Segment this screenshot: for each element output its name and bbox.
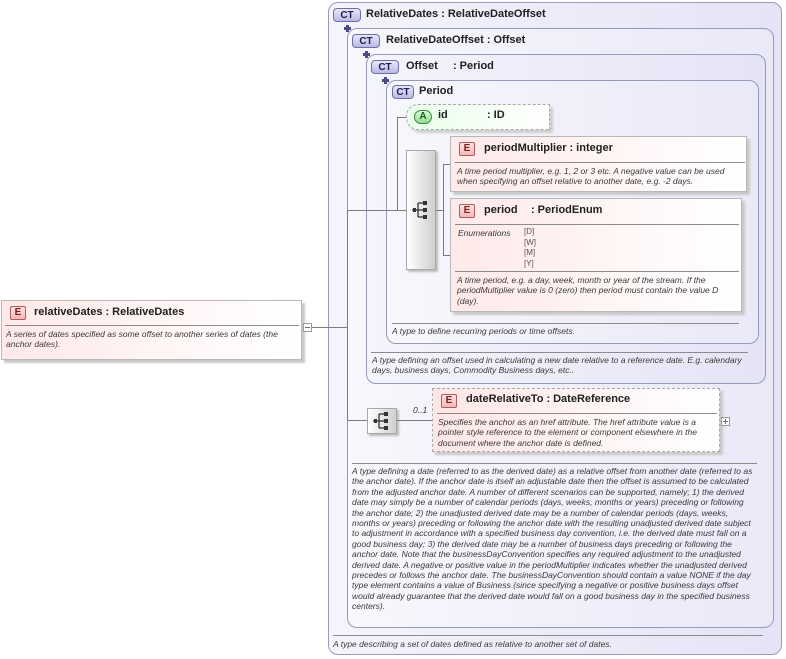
- attr-id-type: ID: [493, 109, 505, 121]
- sequence-icon: [372, 412, 392, 430]
- connector-line: [397, 117, 398, 210]
- ct-relative-date-offset-doc-divider: [352, 463, 757, 464]
- ct-period-doc-divider: [392, 323, 739, 324]
- expand-date-relative-to-icon[interactable]: [721, 417, 730, 426]
- connector-line: [443, 164, 444, 255]
- type-separator: :: [546, 393, 551, 405]
- ct-relative-date-offset-badge: CT: [352, 34, 380, 48]
- type-separator: :: [569, 142, 574, 154]
- el-date-relative-to-name: dateRelativeTo: [466, 393, 544, 405]
- collapse-relative-dates-icon[interactable]: [303, 323, 312, 332]
- el-date-relative-to-title: [466, 393, 630, 405]
- connector-line: [443, 164, 450, 165]
- connector-line: [347, 210, 348, 421]
- ct-offset-badge: CT: [371, 60, 399, 74]
- attr-id-badge: A: [414, 110, 432, 124]
- connector-line: [367, 210, 387, 211]
- el-period-enum-divider: [455, 224, 739, 225]
- el-period-enum-values: [524, 227, 536, 269]
- ct-relative-date-offset-name: RelativeDateOffset: [386, 34, 484, 46]
- ct-relative-dates-doc: A type describing a set of dates defined as relative to another set of dates.: [333, 639, 612, 649]
- enum-value: [Y]: [524, 258, 534, 268]
- el-period-badge: E: [459, 204, 475, 218]
- el-period-multiplier-badge: E: [459, 142, 475, 156]
- enum-value: [W]: [524, 237, 536, 247]
- el-period-enum-label: Enumerations: [458, 228, 511, 238]
- type-separator: :: [531, 204, 535, 216]
- el-date-relative-to-doc-divider: [437, 413, 717, 414]
- type-separator: :: [441, 8, 445, 20]
- ct-relative-dates-base: RelativeDateOffset: [447, 8, 546, 20]
- attr-id-title: [438, 109, 505, 121]
- el-relative-dates-type: RelativeDates: [112, 306, 185, 318]
- ct-relative-date-offset-base: Offset: [493, 34, 526, 46]
- ct-period-doc: A type to define recurring periods or time offsets.: [392, 326, 575, 336]
- el-period-doc-divider: [455, 271, 739, 272]
- el-period-multiplier-doc: A time period multiplier, e.g. 1, 2 or 3 etc. A negative value can be used when specifying an offset relative to another date, e.g. -2 days.: [457, 166, 725, 187]
- el-period-type: PeriodEnum: [537, 204, 603, 216]
- ct-relative-date-offset-doc: A type defining a date (referred to as the derived date) as a relative offset from another date (referred to as the anchor date). If the anchor date is itself an adjustable date then the offset is assumed to be calculated from the adjusted anchor date. A number of different scenarios can be supported, namely; 1) the derived date may simply be a number of calendar periods (days, weeks, months or years) preceding or following the anchor date; 2) the unadjusted derived date may be a number of calendar periods (days, weeks, months or years) preceding or following the anchor date with the resulting unadjusted derived date subject to adjustment in accordance with a specified business day convention, i.e. the derived date must fall on a good business day; 3) the derived date may be a number of business days preceding or following the anchor date. Note that the businessDayConvention specifies any required adjustment to the unadjusted derived date. A negative or positive value in the periodMultiplier indicates whether the unadjusted derived precedes or follows the anchor date. The businessDayConvention should contain a value NONE if the day type element contains a value of Business (since specifying a negative or positive business days offset would already guarantee that the derived date would fall on a good business day in the specified business centers).: [352, 466, 753, 612]
- type-separator: :: [105, 306, 110, 318]
- el-period-title: [484, 204, 602, 216]
- connector-line: [387, 210, 406, 211]
- ct-period-name: Period: [419, 85, 454, 97]
- enum-value: [D]: [524, 227, 535, 236]
- ct-relative-dates-doc-divider: [333, 635, 763, 636]
- el-relative-dates-doc-divider: [5, 325, 299, 326]
- ct-period-badge: CT: [392, 85, 414, 99]
- ct-relative-dates-name: RelativeDates: [366, 8, 439, 20]
- el-period-multiplier-type: integer: [576, 142, 613, 154]
- connector-line: [443, 255, 450, 256]
- connector-line: [312, 327, 348, 328]
- type-separator: :: [487, 109, 491, 121]
- el-relative-dates-name: relativeDates: [34, 306, 103, 318]
- type-separator: :: [486, 34, 491, 46]
- el-period-doc: A time period, e.g. a day, week, month or year of the stream. If the periodMultiplier value is 0 (zero) then period must contain the value D (day).: [457, 275, 719, 306]
- el-period-multiplier-name: periodMultiplier: [484, 142, 567, 154]
- connector-line: [347, 420, 367, 421]
- el-relative-dates-doc: A series of dates specified as some offset to another series of dates (the anchor dates).: [6, 329, 278, 350]
- el-period-multiplier-title: [484, 142, 613, 154]
- el-relative-dates-title: [34, 306, 184, 318]
- ct-offset-base: Period: [459, 60, 494, 72]
- connector-line: [397, 117, 406, 118]
- ct-offset-name: Offset: [406, 60, 438, 72]
- ct-offset-doc: A type defining an offset used in calculating a new date relative to a reference date. E.g. calendary days, business days, Commodity Business days, etc..: [372, 355, 742, 376]
- el-period-name: period: [484, 204, 518, 216]
- sequence-icon: [411, 201, 431, 219]
- el-relative-dates-badge: E: [10, 306, 26, 320]
- attr-id-name: id: [438, 109, 448, 121]
- ct-offset-title[interactable]: [406, 60, 494, 72]
- el-date-relative-to-cardinality: 0..1: [413, 405, 428, 415]
- ct-relative-dates-title[interactable]: [366, 8, 546, 20]
- el-date-relative-to-badge: E: [441, 394, 457, 408]
- connector-line: [347, 210, 367, 211]
- connector-line: [397, 420, 432, 421]
- connector-line: [436, 210, 443, 211]
- ct-relative-date-offset-title[interactable]: [386, 34, 525, 46]
- el-date-relative-to-type: DateReference: [553, 393, 631, 405]
- el-period-multiplier-doc-divider: [455, 162, 745, 163]
- ct-period-title[interactable]: [419, 85, 453, 97]
- type-separator: :: [453, 60, 457, 72]
- enum-value: [M]: [524, 248, 536, 258]
- ct-offset-doc-divider: [371, 352, 748, 353]
- el-date-relative-to-doc: Specifies the anchor as an href attribute. The href attribute value is a pointer style reference to the element or component elsewhere in the document where the anchor date is defined.: [438, 417, 697, 448]
- ct-relative-dates-badge: CT: [333, 8, 361, 22]
